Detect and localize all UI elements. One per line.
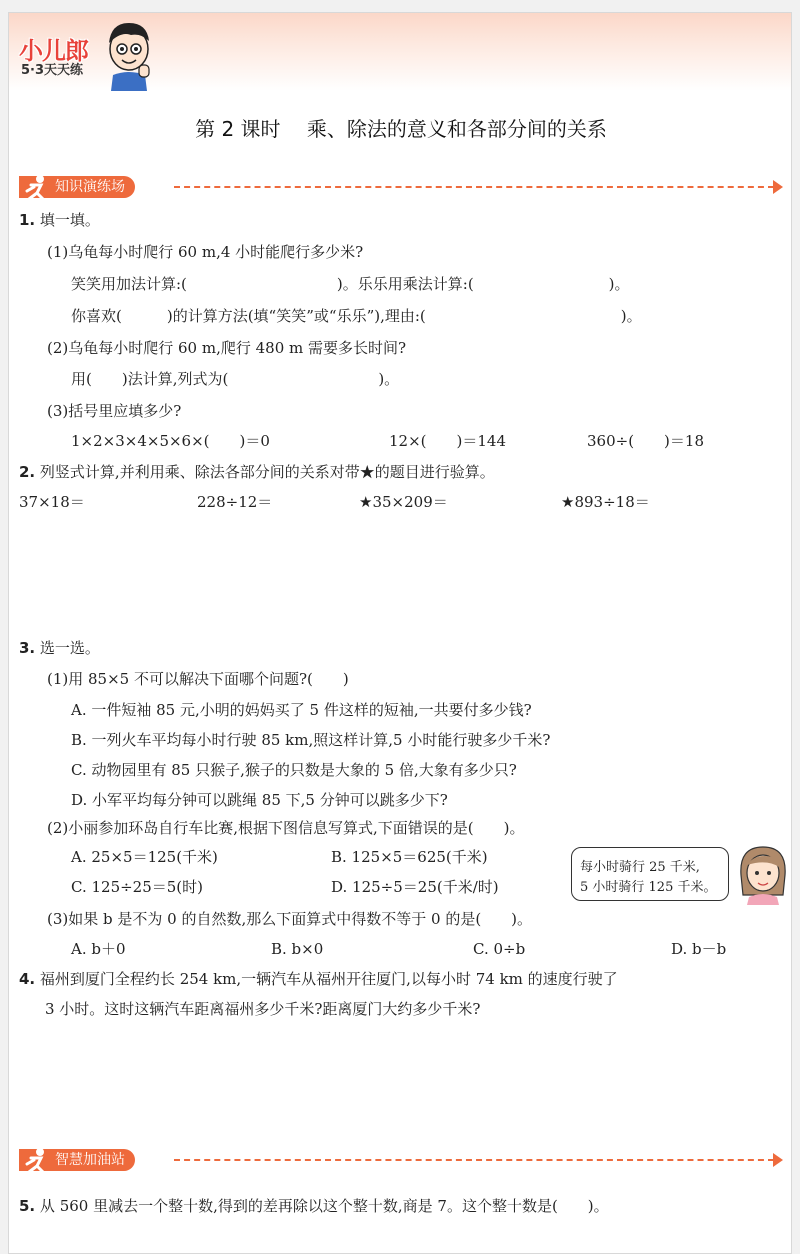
q2-expression-4: ★893÷18＝: [561, 493, 650, 511]
q3-part-3-option-b: B. b×0: [271, 940, 324, 958]
q1-part-2-blanks: 用( )法计算,列式为( )。: [71, 370, 400, 388]
q3-part-1: (1)用 85×5 不可以解决下面哪个问题?( ): [47, 670, 349, 688]
question-stem: 选一选。: [39, 639, 100, 657]
boy-mascot-icon: [101, 17, 157, 91]
section-title: 智慧加油站: [55, 1152, 125, 1168]
runner-icon: [21, 173, 51, 201]
q3-part-2-option-a: A. 25×5＝125(千米): [71, 848, 218, 866]
q1-part-1-choice: 你喜欢( )的计算方法(填“笑笑”或“乐乐”),理由:( )。: [71, 307, 642, 325]
q3-part-2-option-d: D. 125÷5＝25(千米/时): [331, 878, 499, 896]
question-stem: 填一填。: [39, 211, 100, 229]
question-4: [19, 969, 618, 989]
question-2: [19, 462, 495, 482]
q3-part-3-text: (3)如果 b 是不为 0 的自然数,那么下面算式中得数不等于 0 的是( )。: [47, 910, 533, 928]
section-badge: [19, 176, 135, 198]
q1-part-2: (2)乌龟每小时爬行 60 m,爬行 480 m 需要多长时间?: [47, 339, 407, 357]
section-header-bonus: [19, 1149, 789, 1175]
q1-part-3-blank-b: 12×( )＝144: [389, 432, 506, 450]
girl-cyclist-icon: [733, 841, 793, 905]
question-number: 3.: [19, 639, 36, 657]
question-number: 5.: [19, 1197, 36, 1215]
logo-title: 小儿郎: [19, 37, 88, 65]
q2-expression-2: 228÷12＝: [197, 493, 273, 511]
question-5: [19, 1196, 609, 1216]
q3-part-3-option-d: D. b－b: [671, 940, 727, 958]
q3-part-3-option-c: C. 0÷b: [473, 940, 526, 958]
section-badge: [19, 1149, 135, 1171]
q2-expression-1: 37×18＝: [19, 493, 85, 511]
question-4-line-2: 3 小时。这时这辆汽车距离福州多少千米?距离厦门大约多少千米?: [45, 1000, 481, 1018]
question-3: [19, 638, 100, 658]
question-text: 从 560 里减去一个整十数,得到的差再除以这个整十数,商是 7。这个整十数是( )。: [39, 1197, 609, 1215]
question-line-1: 福州到厦门全程约长 254 km,一辆汽车从福州开往厦门,以每小时 74 km 的速度行驶了: [39, 970, 618, 988]
q1-part-3: (3)括号里应填多少?: [47, 402, 182, 420]
question-number: 2.: [19, 463, 36, 481]
q2-expression-3: ★35×209＝: [359, 493, 448, 511]
header-bar: [9, 13, 791, 91]
q3-part-2-option-b: B. 125×5＝625(千米): [331, 848, 488, 866]
section-divider: [174, 186, 774, 188]
section-title: 知识演练场: [55, 179, 125, 195]
q1-part-3-blank-a: 1×2×3×4×5×6×( )＝0: [71, 432, 270, 450]
question-number: 1.: [19, 211, 36, 229]
arrow-right-icon: [773, 180, 783, 194]
q1-part-1-blanks: 笑笑用加法计算:( )。乐乐用乘法计算:( )。: [71, 275, 630, 293]
q3-option-d: D. 小军平均每分钟可以跳绳 85 下,5 分钟可以跳多少下?: [71, 791, 448, 809]
q3-part-2-option-c: C. 125÷25＝5(时): [71, 878, 204, 896]
speech-bubble: [571, 847, 729, 901]
speech-bubble-line-1: 每小时骑行 25 千米,: [580, 860, 700, 875]
runner-icon: [21, 1146, 51, 1174]
question-1: [19, 210, 100, 230]
q1-part-1: (1)乌龟每小时爬行 60 m,4 小时能爬行多少米?: [47, 243, 364, 261]
q3-option-c: C. 动物园里有 85 只猴子,猴子的只数是大象的 5 倍,大象有多少只?: [71, 761, 517, 779]
q1-part-3-blank-c: 360÷( )＝18: [587, 432, 704, 450]
question-stem: 列竖式计算,并利用乘、除法各部分间的关系对带★的题目进行验算。: [39, 463, 495, 481]
q3-option-b: B. 一列火车平均每小时行驶 85 km,照这样计算,5 小时能行驶多少千米?: [71, 731, 551, 749]
logo-subtitle: 5·3天天练: [21, 63, 84, 78]
q3-option-a: A. 一件短袖 85 元,小明的妈妈买了 5 件这样的短袖,一共要付多少钱?: [71, 701, 532, 719]
page-title: 第 2 课时 乘、除法的意义和各部分间的关系: [195, 117, 607, 141]
section-header-practice: [19, 176, 789, 202]
speech-bubble-line-2: 5 小时骑行 125 千米。: [580, 880, 717, 895]
q3-part-3-option-a: A. b＋0: [71, 940, 126, 958]
q3-part-3: [47, 909, 532, 929]
question-number: 4.: [19, 970, 36, 988]
worksheet-page: [8, 12, 792, 1254]
q3-part-2: (2)小丽参加环岛自行车比赛,根据下图信息写算式,下面错误的是( )。: [47, 819, 525, 837]
section-divider: [174, 1159, 774, 1161]
arrow-right-icon: [773, 1153, 783, 1167]
